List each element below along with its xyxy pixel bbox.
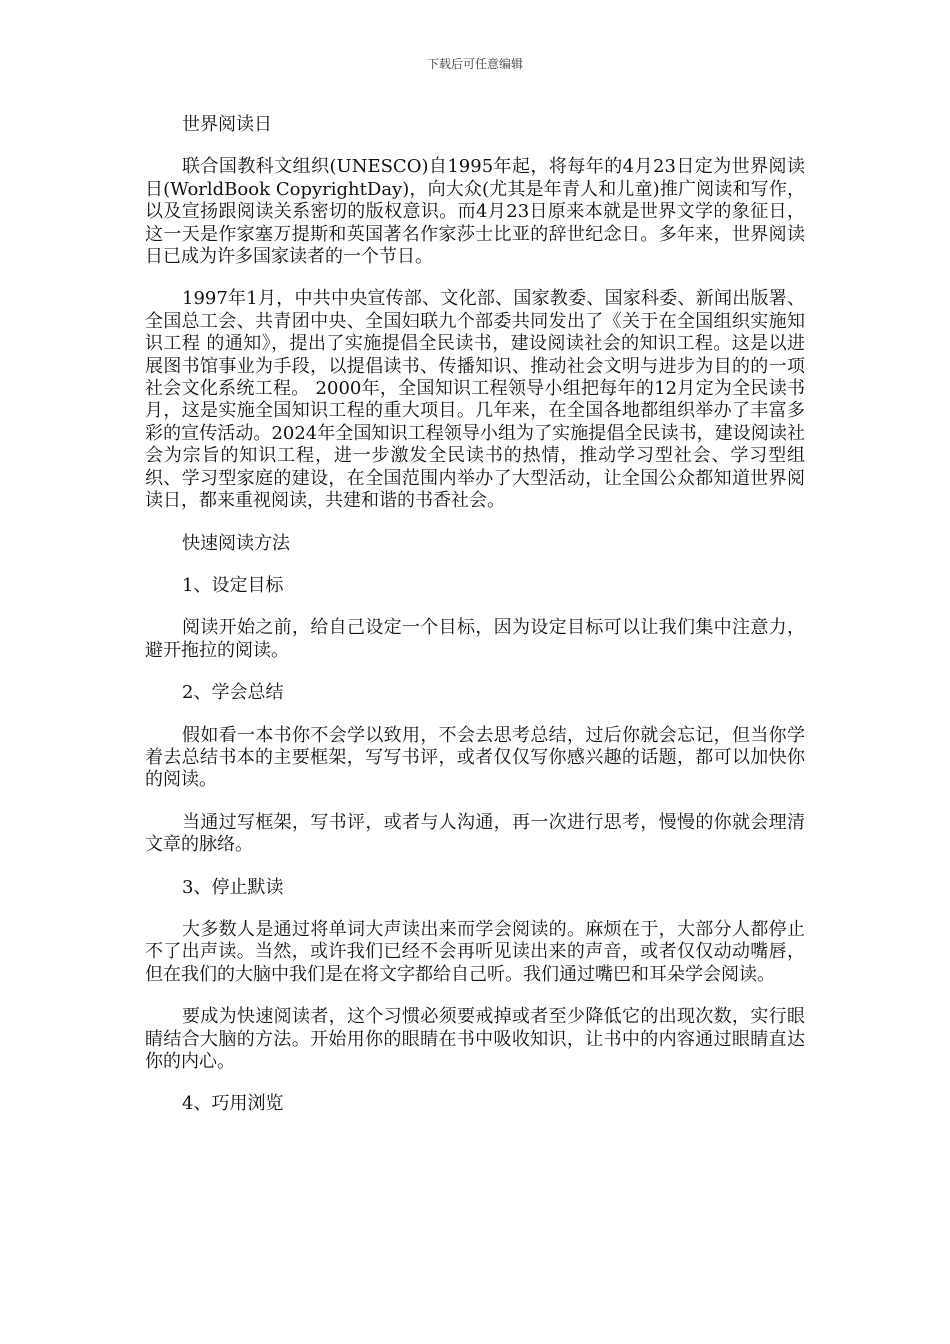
paragraph-stop-subvocalizing: 大多数人是通过将单词大声读出来而学会阅读的。麻烦在于，大部分人都停止不了出声读。当然，或许我们已经不会再听见读出来的声音，或者仅仅动动嘴唇，但在我们的大脑中我们是在将文字都给自己听。我们通过嘴巴和耳朵学会阅读。 bbox=[145, 918, 805, 985]
paragraph-unesco: 联合国教科文组织(UNESCO)自1995年起，将每年的4月23日定为世界阅读日(WorldBook CopyrightDay)，向大众(尤其是年青人和儿童)推广阅读和写作，以及宣扬跟阅读关系密切的版权意识。而4月23日原来本就是世界文学的象征日，这一天是作家塞万提斯和英国著名作家莎士比亚的辞世纪念日。多年来，世界阅读日已成为许多国家读者的一个节日。 bbox=[145, 156, 805, 268]
heading-skimming: 4、巧用浏览 bbox=[182, 1093, 284, 1115]
paragraph-knowledge-project: 1997年1月，中共中央宣传部、文化部、国家教委、国家科委、新闻出版署、全国总工会、共青团中央、全国妇联九个部委共同发出了《关于在全国组织实施知识工程 的通知》，提出了实施提倡全民读书，建设阅读社会的知识工程。这是以进展图书馆事业为手段，以提倡读书、传播知识、推动社会文明与进步为目的的一项社会文化系统工程。 2000年，全国知识工程领导小组把每年的12月定为全民读书月，这是实施全国知识工程的重大项目。几年来，在全国各地都组织举办了丰富多彩的宣传活动。2024年全国知识工程领导小组为了实施提倡全民读书，建设阅读社会为宗旨的知识工程，进一步激发全民读书的热情，推动学习型社会、学习型组织、学习型家庭的建设，在全国范围内举办了大型活动，让全国公众都知道世界阅读日，都来重视阅读，共建和谐的书香社会。 bbox=[145, 288, 805, 512]
paragraph-summarize-2: 当通过写框架，写书评，或者与人沟通，再一次进行思考，慢慢的你就会理清文章的脉络。 bbox=[145, 811, 805, 856]
section-title: 快速阅读方法 bbox=[182, 532, 290, 554]
document-body bbox=[145, 114, 805, 1136]
heading-set-goal: 1、设定目标 bbox=[182, 574, 284, 596]
page-header: 下载后可任意编辑 bbox=[426, 57, 523, 71]
paragraph-set-goal: 阅读开始之前，给自己设定一个目标，因为设定目标可以让我们集中注意力，避开拖拉的阅读。 bbox=[145, 617, 805, 661]
paragraph-fast-reader: 要成为快速阅读者，这个习惯必须要戒掉或者至少降低它的出现次数，实行眼睛结合大脑的方法。开始用你的眼睛在书中吸收知识，让书中的内容通过眼睛直达你的内心。 bbox=[145, 1006, 805, 1072]
document-title: 世界阅读日 bbox=[182, 114, 272, 135]
heading-stop-subvocalizing: 3、停止默读 bbox=[182, 876, 284, 898]
heading-summarize: 2、学会总结 bbox=[182, 682, 284, 704]
paragraph-summarize: 假如看一本书你不会学以致用，不会去思考总结，过后你就会忘记，但当你学着去总结书本的主要框架，写写书评，或者仅仅写你感兴趣的话题，都可以加快你的阅读。 bbox=[145, 724, 805, 791]
